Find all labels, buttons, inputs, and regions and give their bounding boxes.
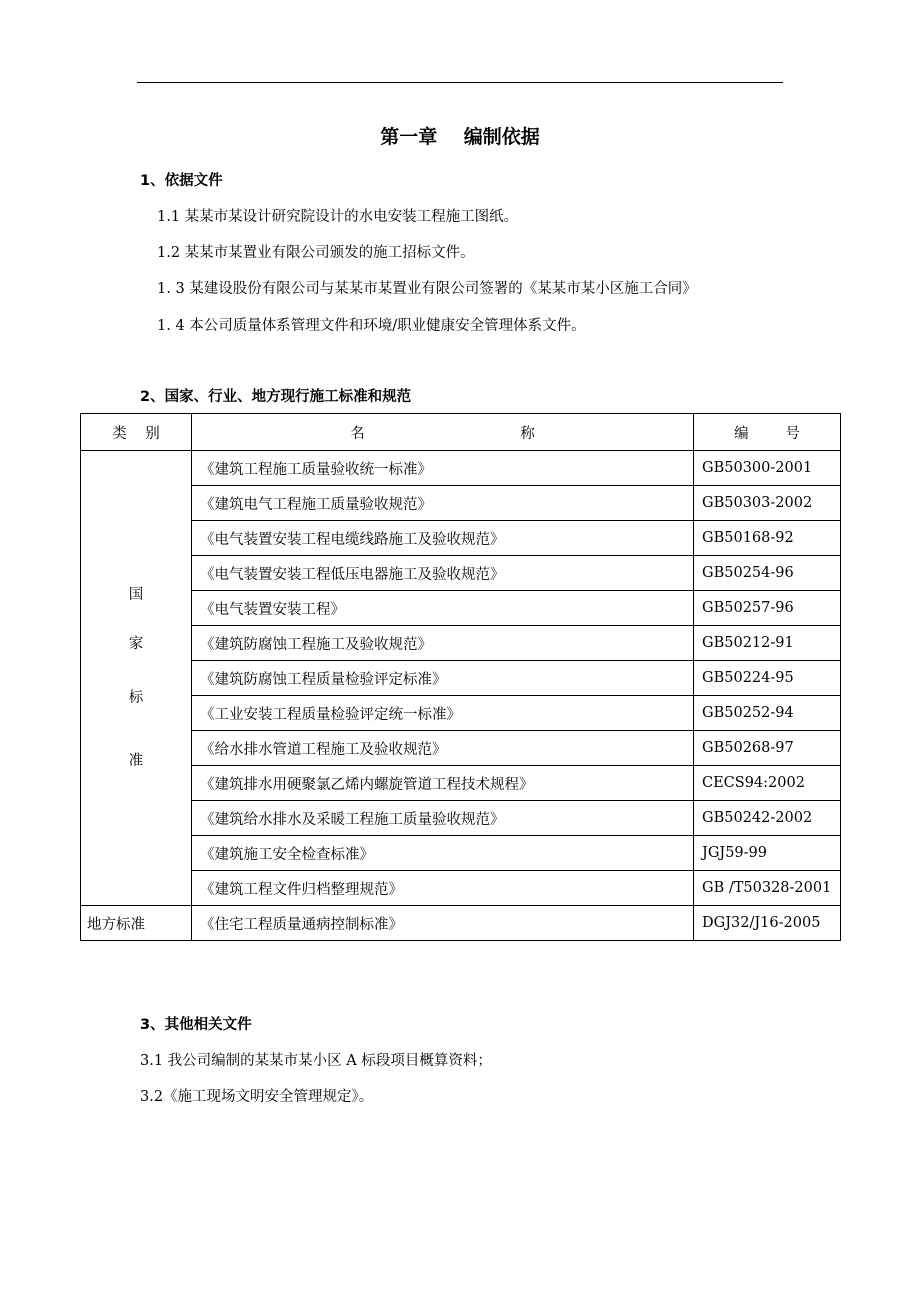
standard-code: CECS94:2002 <box>694 766 841 801</box>
standard-code: GB50300-2001 <box>694 451 841 486</box>
basis-item: 1. 3 某建设股份有限公司与某某市某置业有限公司签署的《某某市某小区施工合同》 <box>157 281 697 297</box>
table-row <box>81 451 841 486</box>
standard-name: 《建筑防腐蚀工程施工及验收规范》 <box>192 626 694 661</box>
standard-name: 《电气装置安装工程》 <box>192 591 694 626</box>
standard-code: GB /T50328-2001 <box>694 871 841 906</box>
table-row <box>81 766 841 801</box>
table-row <box>81 556 841 591</box>
chapter-title: 第一章 编制依据 <box>380 126 540 148</box>
standard-name: 《建筑工程文件归档整理规范》 <box>192 871 694 906</box>
standard-name: 《电气装置安装工程电缆线路施工及验收规范》 <box>192 521 694 556</box>
table-row <box>81 696 841 731</box>
table-row <box>81 626 841 661</box>
standard-name: 《建筑防腐蚀工程质量检验评定标准》 <box>192 661 694 696</box>
header-name: 名 称 <box>192 414 694 451</box>
header-category: 类 别 <box>81 414 192 451</box>
standard-name: 《建筑工程施工质量验收统一标准》 <box>192 451 694 486</box>
local-standard-label: 地方标准 <box>81 906 192 941</box>
table-row <box>81 661 841 696</box>
national-standard-label: 国 家 标 准 <box>81 451 192 906</box>
related-item: 3.1 我公司编制的某某市某小区 A 标段项目概算资料； <box>140 1053 492 1069</box>
header-rule <box>137 82 783 83</box>
table-row <box>81 801 841 836</box>
basis-item: 1. 4 本公司质量体系管理文件和环境/职业健康安全管理体系文件。 <box>157 318 586 334</box>
standard-name: 《电气装置安装工程低压电器施工及验收规范》 <box>192 556 694 591</box>
section2-heading: 2、国家、行业、地方现行施工标准和规范 <box>140 389 412 405</box>
standards-table <box>80 413 841 941</box>
standard-code: DGJ32/J16-2005 <box>694 906 841 941</box>
section3-heading: 3、其他相关文件 <box>140 1017 252 1033</box>
standard-name: 《住宅工程质量通病控制标准》 <box>192 906 694 941</box>
standard-code: GB50224-95 <box>694 661 841 696</box>
basis-item: 1.1 某某市某设计研究院设计的水电安装工程施工图纸。 <box>157 209 519 225</box>
standard-code: JGJ59-99 <box>694 836 841 871</box>
standard-code: GB50303-2002 <box>694 486 841 521</box>
standard-name: 《建筑给水排水及采暖工程施工质量验收规范》 <box>192 801 694 836</box>
standard-code: GB50168-92 <box>694 521 841 556</box>
table-row <box>81 591 841 626</box>
table-row <box>81 836 841 871</box>
header-code: 编 号 <box>694 414 841 451</box>
table-row <box>81 486 841 521</box>
section1-heading: 1、依据文件 <box>140 173 223 189</box>
standard-code: GB50268-97 <box>694 731 841 766</box>
standard-name: 《给水排水管道工程施工及验收规范》 <box>192 731 694 766</box>
table-header-row <box>81 414 841 451</box>
standard-code: GB50212-91 <box>694 626 841 661</box>
standard-name: 《建筑排水用硬聚氯乙烯内螺旋管道工程技术规程》 <box>192 766 694 801</box>
table-row <box>81 906 841 941</box>
table-row <box>81 521 841 556</box>
standard-name: 《建筑施工安全检查标准》 <box>192 836 694 871</box>
basis-item: 1.2 某某市某置业有限公司颁发的施工招标文件。 <box>157 245 475 261</box>
standard-name: 《工业安装工程质量检验评定统一标准》 <box>192 696 694 731</box>
standard-code: GB50242-2002 <box>694 801 841 836</box>
table-row <box>81 871 841 906</box>
standard-name: 《建筑电气工程施工质量验收规范》 <box>192 486 694 521</box>
table-row <box>81 731 841 766</box>
standard-code: GB50252-94 <box>694 696 841 731</box>
related-item: 3.2《施工现场文明安全管理规定》。 <box>140 1089 374 1105</box>
standard-code: GB50257-96 <box>694 591 841 626</box>
standard-code: GB50254-96 <box>694 556 841 591</box>
